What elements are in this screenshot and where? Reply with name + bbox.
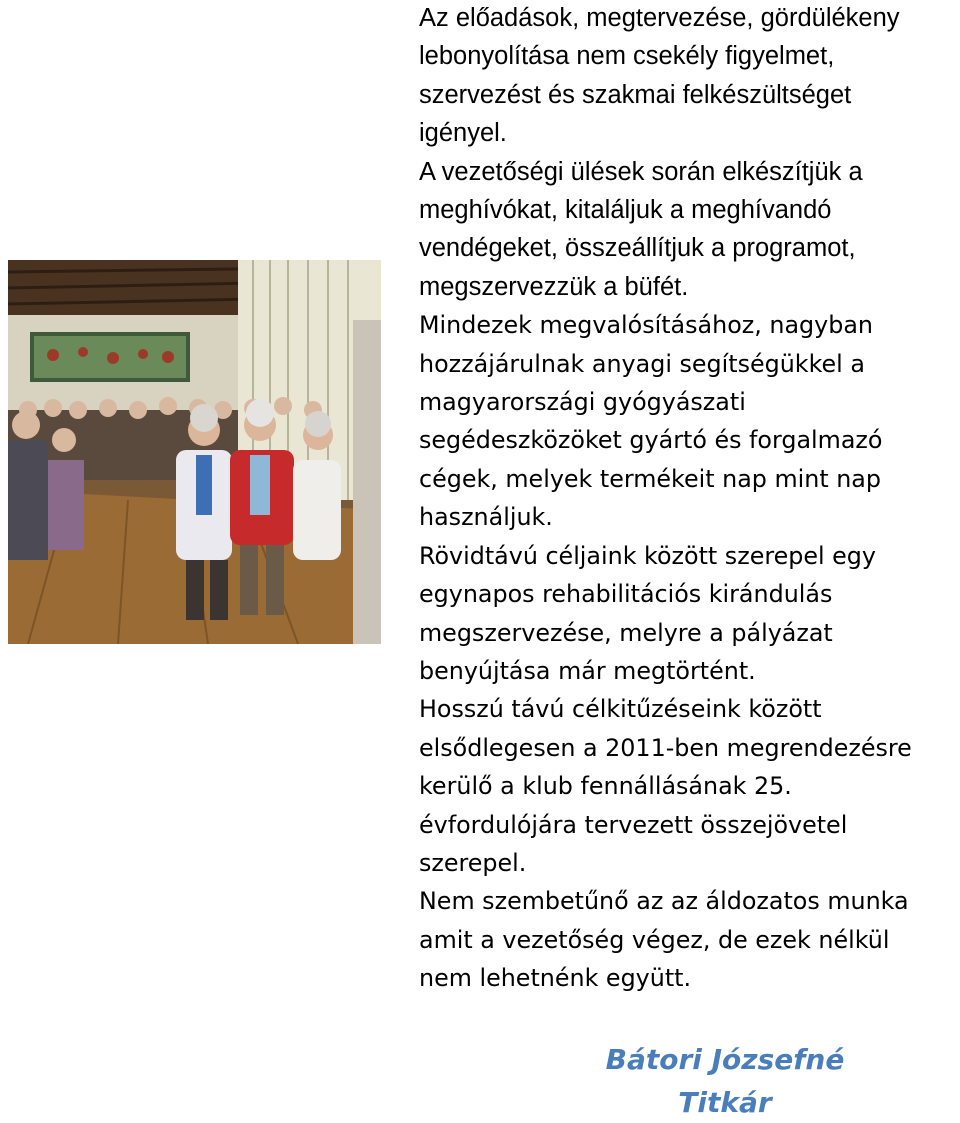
text-line: kerülő a klub fennállásának 25. [419,772,792,801]
audience-photo-icon [8,260,381,644]
signature-title: Titkár [678,1086,772,1119]
text-line: megszervezzük a büfét. [419,272,689,301]
text-line: benyújtása már megtörtént. [419,656,756,685]
text-line: segédeszközöket gyártó és forgalmazó [419,426,883,455]
text-line: nem lehetnénk együtt. [419,964,692,993]
text-line: szerepel. [419,848,527,877]
text-line: Az előadások, megtervezése, gördülékeny [419,4,900,32]
text-line: Nem szembetűnő az az áldozatos munka [419,887,909,916]
text-line: egynapos rehabilitációs kirándulás [419,580,833,609]
text-line: szervezést és szakmai felkészültséget [419,80,852,109]
body-text [419,0,960,998]
text-line: vendégeket, összeállítjuk a programot, [419,234,856,263]
text-line: Mindezek megvalósításához, nagyban [419,311,873,340]
text-line: meghívókat, kitaláljuk a meghívandó [419,196,832,225]
text-line: Rövidtávú céljaink között szerepel egy [419,541,876,570]
text-line: magyarországi gyógyászati [419,388,746,417]
text-line: igényel. [419,119,507,148]
text-line: A vezetőségi ülések során elkészítjük a [419,157,863,186]
text-line: évfordulójára tervezett összejövetel [419,810,848,839]
signature-name: Bátori Józsefné [605,1043,845,1076]
text-line: cégek, melyek termékeit nap mint nap [419,464,881,493]
text-line: használjuk. [419,503,553,532]
text-line: Hosszú távú célkitűzéseink között [419,695,822,724]
text-line: megszervezése, melyre a pályázat [419,618,833,647]
audience-photo [8,260,381,644]
text-line: hozzájárulnak anyagi segítségükkel a [419,349,865,378]
text-line: lebonyolítása nem csekély figyelmet, [419,42,835,71]
text-line: amit a vezetőség végez, de ezek nélkül [419,925,890,954]
text-line: elsődlegesen a 2011-ben megrendezésre [419,733,912,762]
